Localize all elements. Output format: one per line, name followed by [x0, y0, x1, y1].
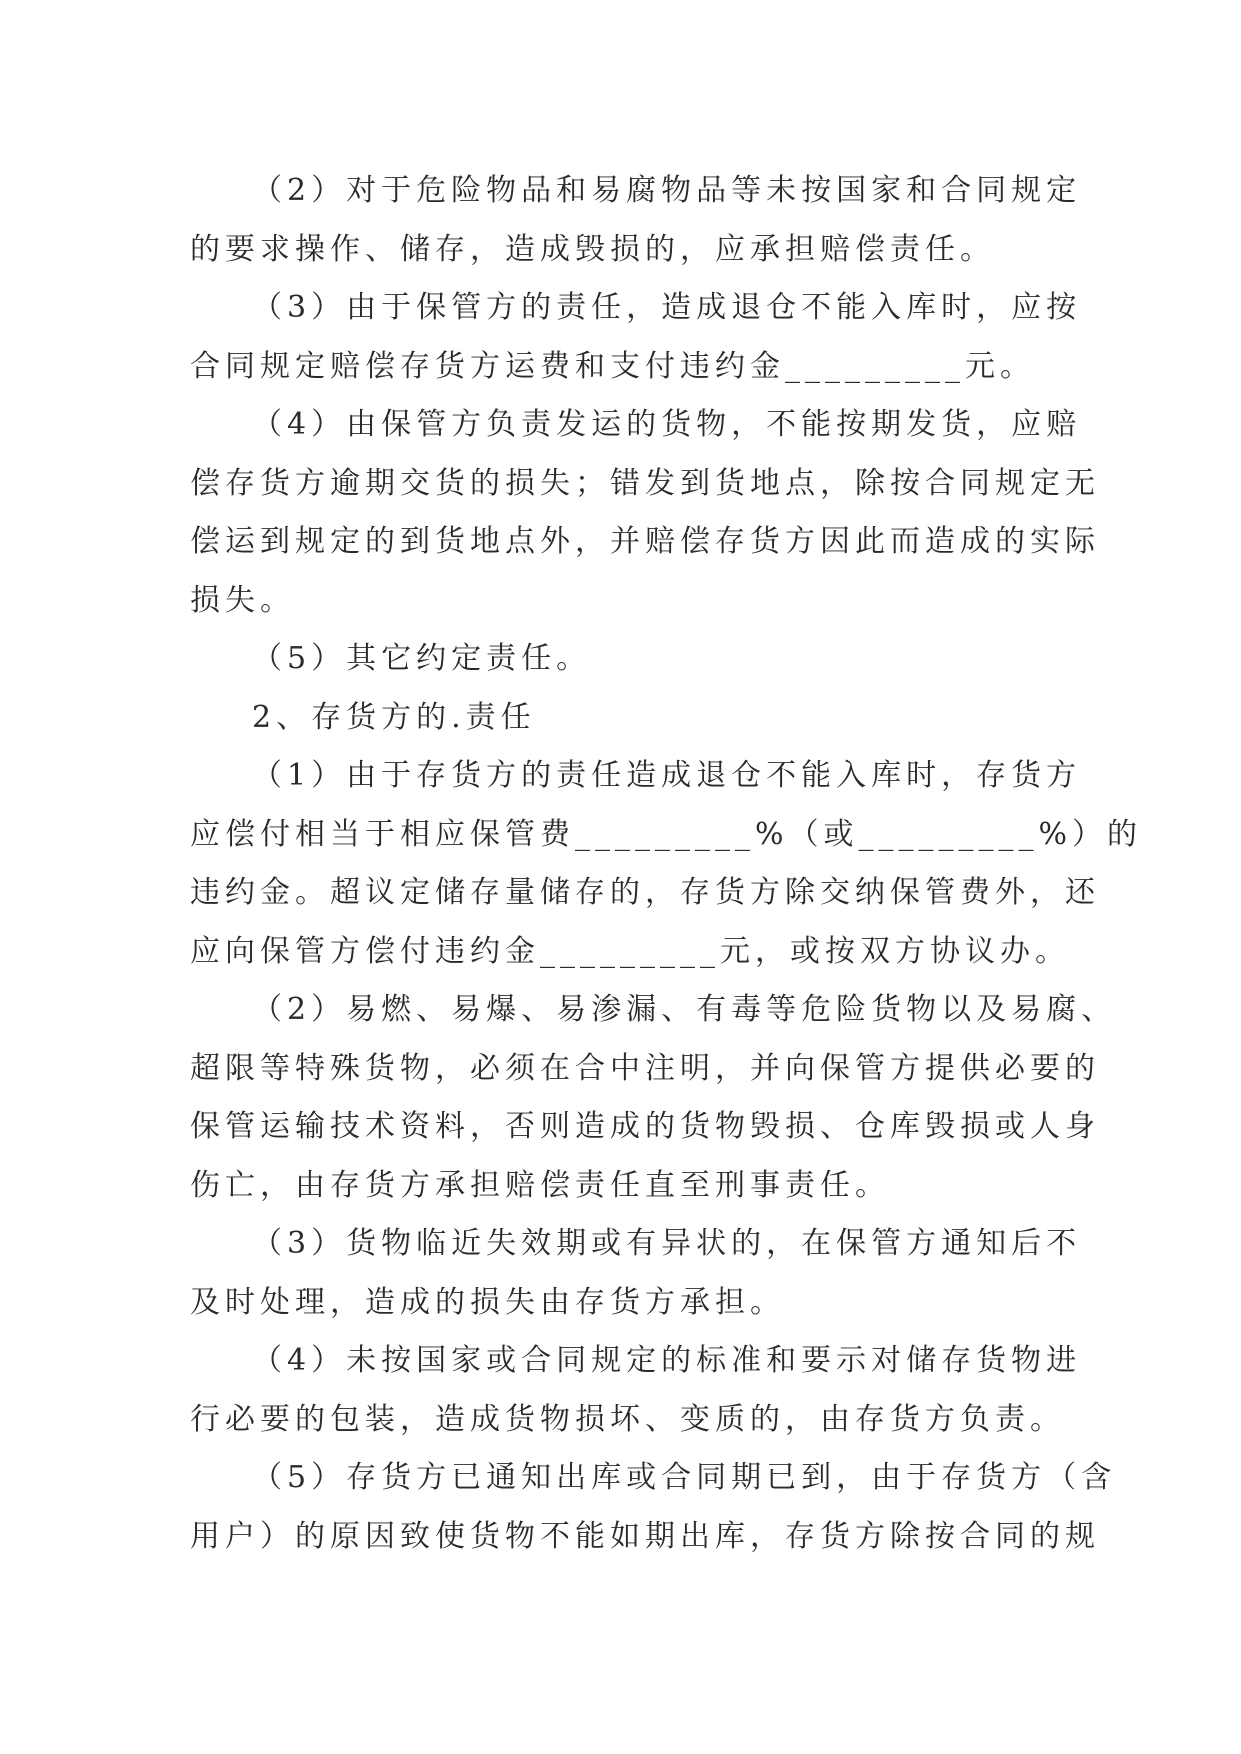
document-body: [190, 162, 1143, 1566]
paragraph-line: （4）未按国家或合同规定的标准和要示对储存货物进: [252, 1343, 1082, 1378]
paragraph-line: 应向保管方偿付违约金_________元，或按双方协议办。: [190, 933, 1070, 969]
paragraph-line: 超限等特殊货物，必须在合中注明，并向保管方提供必要的: [190, 1050, 1100, 1086]
paragraph-line: 应偿付相当于相应保管费_________%（或_________%）的: [190, 816, 1143, 852]
paragraph-line: 偿运到规定的到货地点外，并赔偿存货方因此而造成的实际: [190, 524, 1100, 559]
paragraph-line: 损失。: [190, 582, 295, 618]
paragraph-line: 的要求操作、储存，造成毁损的，应承担赔偿责任。: [190, 231, 995, 267]
paragraph-line: 合同规定赔偿存货方运费和支付违约金_________元。: [190, 348, 1035, 384]
paragraph-line: （4）由保管方负责发运的货物，不能按期发货，应赔: [252, 407, 1082, 442]
paragraph-line: （5）其它约定责任。: [252, 641, 592, 676]
paragraph-line: （2）易燃、易爆、易渗漏、有毒等危险货物以及易腐、: [252, 992, 1117, 1027]
paragraph-line: 违约金。超议定储存量储存的，存货方除交纳保管费外，还: [190, 875, 1100, 910]
paragraph-line: 保管运输技术资料，否则造成的货物毁损、仓库毁损或人身: [190, 1109, 1100, 1144]
paragraph-line: （5）存货方已通知出库或合同期已到，由于存货方（含: [252, 1460, 1117, 1495]
paragraph-line: 行必要的包装，造成货物损坏、变质的，由存货方负责。: [190, 1401, 1065, 1437]
paragraph-line: 用户）的原因致使货物不能如期出库，存货方除按合同的规: [190, 1518, 1100, 1554]
section-heading: 2、存货方的.责任: [252, 699, 536, 735]
paragraph-line: 及时处理，造成的损失由存货方承担。: [190, 1284, 785, 1320]
paragraph-line: （2）对于危险物品和易腐物品等未按国家和合同规定: [252, 173, 1082, 208]
paragraph-line: （3）由于保管方的责任，造成退仓不能入库时，应按: [252, 290, 1082, 325]
paragraph-line: 偿存货方逾期交货的损失；错发到货地点，除按合同规定无: [190, 465, 1100, 501]
paragraph-line: （3）货物临近失效期或有异状的，在保管方通知后不: [252, 1226, 1082, 1261]
paragraph-line: 伤亡，由存货方承担赔偿责任直至刑事责任。: [190, 1167, 890, 1203]
paragraph-line: （1）由于存货方的责任造成退仓不能入库时，存货方: [252, 758, 1082, 793]
